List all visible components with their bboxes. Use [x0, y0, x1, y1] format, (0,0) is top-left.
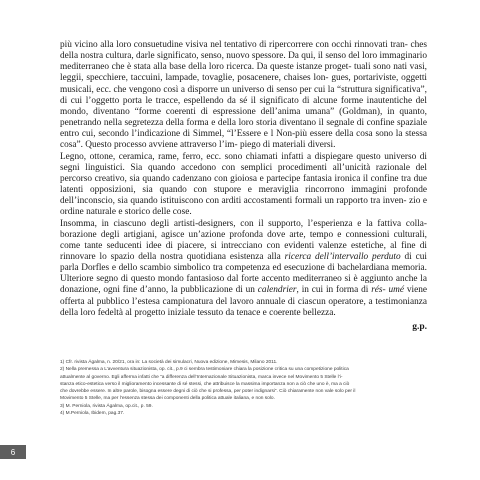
paragraph-2: [60, 152, 427, 219]
text-run: , in cui in forma di: [296, 285, 372, 296]
line: due latenti opposizioni, sia quando con stupore e meraviglia rincorrono immagini profonde: [60, 173, 428, 196]
line: tuali sono nati vasi, leggii, specchiere, taccuini, lampade, tovaglie, posacenere, chaises lon-: [60, 62, 427, 84]
footnote: Movimento 5 Stelle, ma per l’essenza stessa dei componenti della politica attuale italiana, e non solo.: [60, 396, 275, 402]
line: percorso creativo, sia quando cadenzano con gioiosa e partecipe fantasia ironica il confine tra: [60, 173, 411, 184]
line: viene offerta al pubblico l’estesa campionatura del lavoro annuale di ciascun operatore,: [60, 285, 427, 307]
italic-phrase: calendrier: [257, 285, 297, 296]
line: come tante seducenti idee di piacere, si intrecciano con evidenti valenze estetiche, al fine di: [60, 240, 427, 251]
line: piego di materiali diversi.: [239, 140, 336, 151]
italic-phrase: umé: [388, 285, 405, 296]
line: diventano il segnale di confine spaziale entro cui, secondo l’indicazione di Simmel, “l’Essere: [60, 118, 427, 140]
line: dell’inconscio, sia quando istituiscono con arditi accostamenti formali un rapporto tra inven-: [60, 196, 407, 207]
footnote: 2) Nella premessa a L’avventura situazionista, op. cit., p.9 ci sembra testimoniare chiara la posizione critica su una competizione politica: [60, 367, 349, 373]
italic-phrase: rés-: [371, 285, 386, 296]
line: ches della nostra cultura, darle significato, senso, nuovo spessore. Da qui, il senso del loro: [60, 40, 427, 62]
line: di cui parla: [60, 251, 427, 274]
footnote: che dovrebbe essere. In altre parole, bisogna essere degni di ciò che si professa, per poter indignarsi”. Ciò chiaramente non vale solo per il: [60, 389, 356, 395]
line: umana” (Goldman), in quanto, penetrando nella segretezza della forma e della loro storia: [60, 106, 428, 129]
line: zio e ordine naturale e storico delle cose.: [60, 196, 427, 218]
line: alcune forme inautentiche del mondo, diventano “forme coerenti di espressione dell’anima: [60, 95, 427, 117]
footnote: stanza etico-estetica verso il miglioramento incessante di sé stessi, che attribuisce la massima importanza non a ciò che uno è, ma a ciò: [60, 381, 350, 387]
line: cui la “struttura significativa”, di cui l’oggetto porta le tracce, espellendo da sé il significato di: [60, 84, 427, 106]
line: gues, portariviste, oggetti musicali, ecc. che vengono così a disporre un universo di senso per: [60, 73, 428, 95]
line: immaginario mediterraneo che è stata alla base della loro ricerca. Da queste istanze proget-: [60, 51, 427, 73]
footnotes: [60, 359, 427, 417]
line: di segni linguistici. Sia quando accedono con semplici procedimenti all’unicità razionale del: [60, 151, 427, 173]
line: anche la donazione, ogni fine d’anno, la pubblicazione di un: [60, 274, 427, 296]
paragraph-1: [60, 40, 427, 152]
footnote: 4) M.Perniola, Ibidem, pag.37.: [60, 411, 125, 417]
line: a testimonianza della loro fedeltà al progetto iniziale tessuto da tenace e coerente bellezza.: [60, 296, 428, 318]
author-signature: g.p.: [412, 322, 427, 332]
footnote: 3) M. Perniola, rivista Ágalma, op.cit., p. 59.: [60, 403, 153, 409]
page-number-tab: [0, 445, 26, 459]
line: rinnovare lo spazio della nostra quotidiana esistenza alla: [60, 251, 285, 262]
page-number: 6: [10, 447, 16, 457]
article-body: [60, 40, 427, 319]
footnote: 1) Cfr. rivista Ágalma, n. 20/21, ora in: La società dei simulacri, Nuova edizione, Mimesis, Milano 2011.: [60, 360, 278, 365]
line: e l Non-più essere della cosa sono la stessa cosa”. Questo processo avviene attraverso l’im-: [60, 129, 427, 151]
paragraph-3: [60, 219, 427, 319]
line: borazione degli artigiani, agisce un’azione profonda dove arte, tempo e connessioni culturali,: [60, 229, 427, 240]
line: Ulteriore segno di questo mondo fantasioso dal forte accento mediterraneo si è aggiunto: [60, 274, 394, 285]
line: Legno, ottone, ceramica, rame, ferro, ecc. sono chiamati infatti a dispiegare questo universo: [60, 151, 417, 162]
footnote: attualmente al governo. Egli afferma infatti che “a differenza dell’Internazionale Situazionista, marca invece nel Movimento 5 Stelle l’i-: [60, 374, 343, 380]
italic-phrase: ricerca dell’intervallo perduto: [284, 251, 401, 262]
line: più vicino alla loro consuetudine visiva nel tentativo di ripercorrere con occhi rinnovati tran-: [60, 40, 408, 50]
line: Dorfles e dello scambio simbolico tra competenza ed esecuzione di bachelardiana memoria.: [81, 263, 427, 274]
line: Insomma, in ciascuno degli artisti-designers, con il supporto, l’esperienza e la fattiva colla-: [60, 218, 427, 229]
